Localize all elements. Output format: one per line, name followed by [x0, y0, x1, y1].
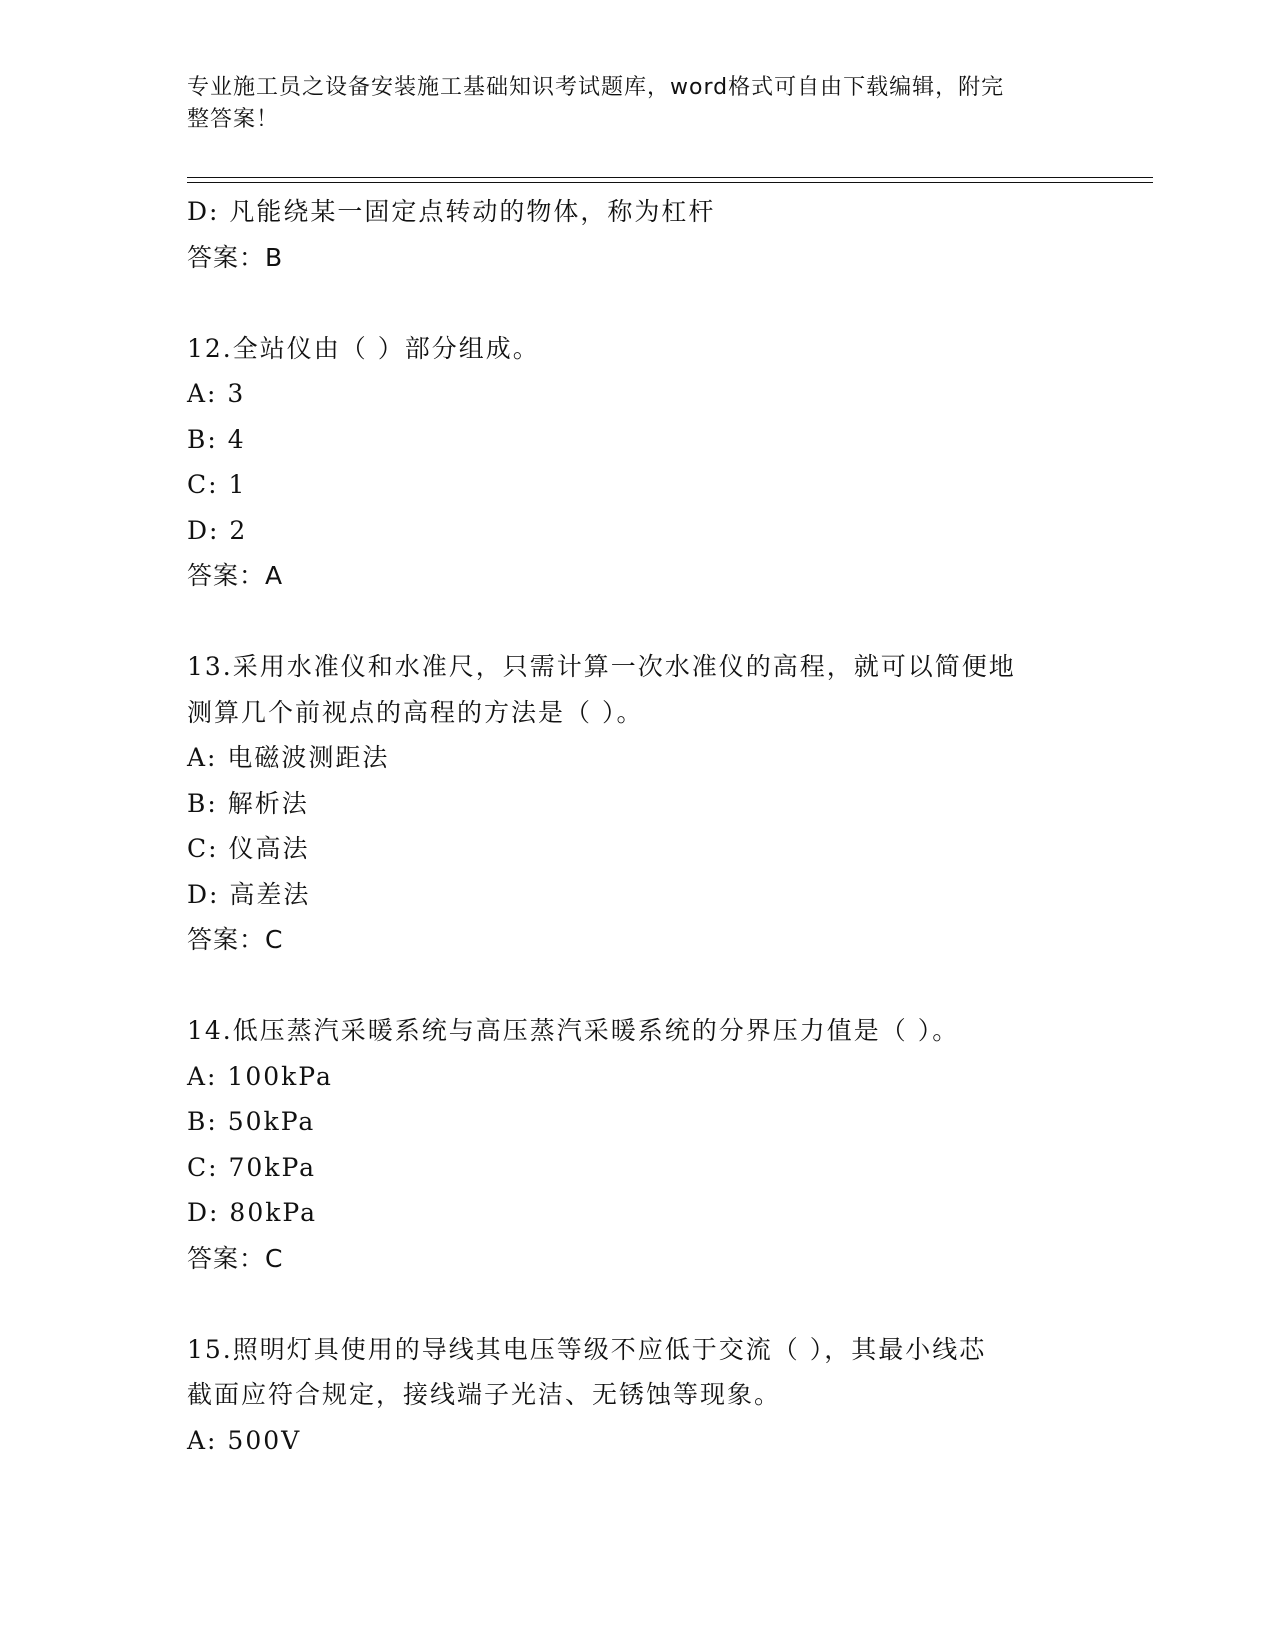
option-a: A: 500V — [187, 1425, 302, 1455]
spacer — [187, 963, 1153, 1009]
option-d: D: 高差法 — [187, 879, 311, 909]
option-b: B: 50kPa — [187, 1107, 316, 1136]
header-line-2: 整答案！ — [187, 107, 280, 132]
option-d: D: 80kPa — [187, 1198, 317, 1227]
option-d: D: 2 — [187, 515, 248, 545]
option-a: A: 100kPa — [187, 1061, 333, 1091]
question-13 — [187, 644, 1153, 963]
header-line-1: 专业施工员之设备安装施工基础知识考试题库，word格式可自由下载编辑，附完 — [187, 75, 1005, 100]
header-divider-top — [187, 177, 1153, 178]
question-stem-continued: 截面应符合规定，接线端子光洁、无锈蚀等现象。 — [187, 1380, 782, 1409]
question-stem: 13.采用水准仪和水准尺，只需计算一次水准仪的高程，就可以简便地 — [187, 652, 1016, 681]
option-c: C: 1 — [187, 470, 247, 499]
document-header — [187, 72, 1067, 136]
question-12 — [187, 326, 1153, 599]
option-c: C: 仪高法 — [187, 834, 310, 863]
question-stem-continued: 测算几个前视点的高程的方法是（ ）。 — [187, 697, 644, 727]
question-stem: 12.全站仪由（ ）部分组成。 — [187, 333, 540, 363]
question-14 — [187, 1008, 1153, 1281]
question-list — [187, 189, 1153, 1463]
spacer — [187, 280, 1153, 326]
spacer — [187, 1281, 1153, 1327]
option-a: A: 3 — [187, 379, 246, 408]
answer-line: 答案：B — [187, 242, 284, 272]
option-b: B: 解析法 — [187, 788, 309, 818]
question-15 — [187, 1327, 1153, 1464]
option-b: B: 4 — [187, 424, 246, 454]
header-divider-bottom — [187, 182, 1153, 183]
answer-line: 答案：C — [187, 925, 284, 954]
spacer — [187, 599, 1153, 645]
option-d: D: 凡能绕某一固定点转动的物体，称为杠杆 — [187, 197, 716, 226]
answer-line: 答案：A — [187, 561, 284, 590]
question-11-partial — [187, 189, 1153, 280]
option-a: A: 电磁波测距法 — [187, 743, 390, 772]
answer-line: 答案：C — [187, 1243, 284, 1273]
question-stem: 14.低压蒸汽采暖系统与高压蒸汽采暖系统的分界压力值是（ ）。 — [187, 1016, 960, 1045]
option-c: C: 70kPa — [187, 1152, 317, 1182]
question-stem: 15.照明灯具使用的导线其电压等级不应低于交流（ ），其最小线芯 — [187, 1334, 987, 1364]
